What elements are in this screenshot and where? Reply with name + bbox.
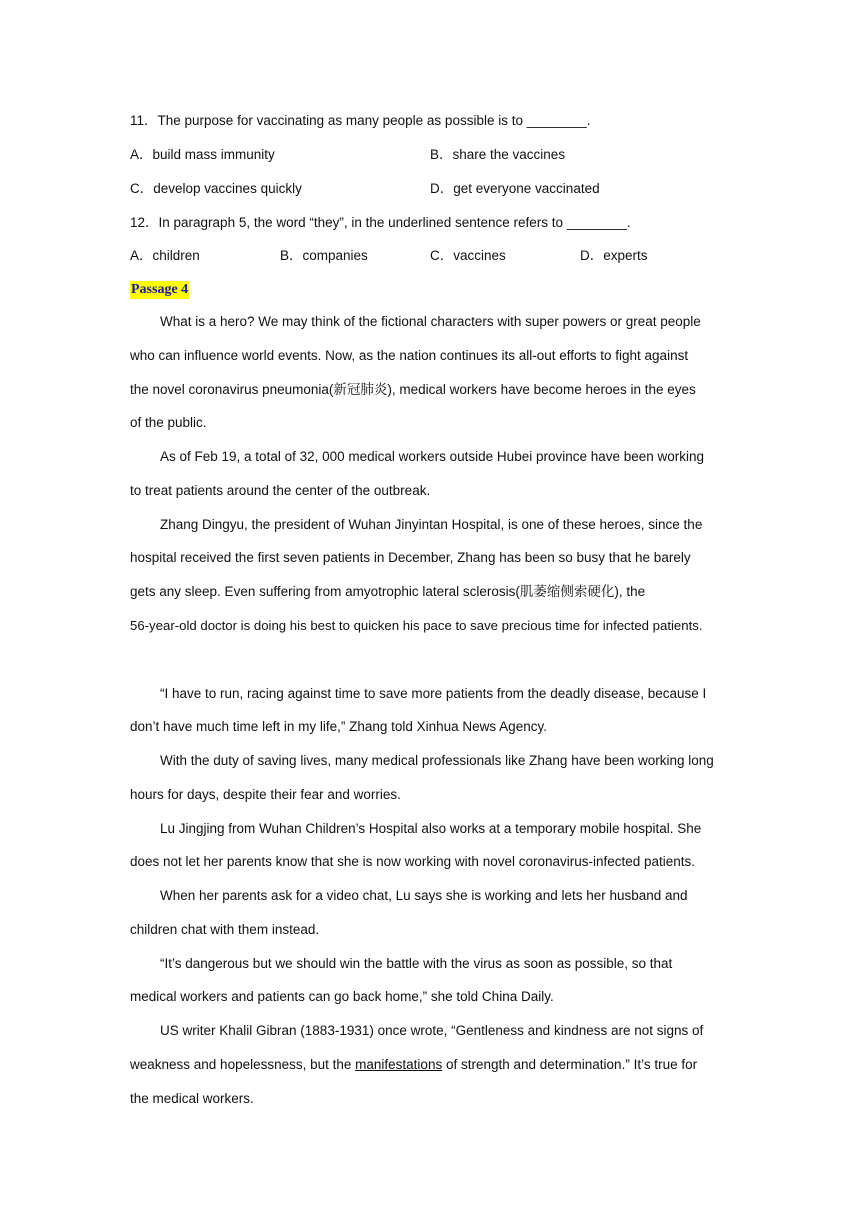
passage-line: hospital received the first seven patients in December, Zhang has been so busy that he barely (130, 550, 691, 565)
passage-line: “It’s dangerous but we should win the battle with the virus as soon as possible, so that (160, 956, 673, 971)
passage-line: gets any sleep. Even suffering from amyotrophic lateral sclerosis(肌萎缩侧索硬化), the (130, 584, 646, 599)
passage-line: US writer Khalil Gibran (1883-1931) once wrote, “Gentleness and kindness are not signs of (160, 1023, 704, 1038)
passage-line: 56-year-old doctor is doing his best to quicken his pace to save precious time for infected patients. (130, 618, 703, 633)
passage-line: Zhang Dingyu, the president of Wuhan Jinyintan Hospital, is one of these heroes, since the (160, 517, 703, 532)
question-11-option-b: B．share the vaccines (430, 147, 566, 162)
question-11-option-d: D．get everyone vaccinated (430, 181, 600, 196)
question-11-stem: 11．The purpose for vaccinating as many people as possible is to ________. (130, 113, 591, 128)
passage-line: does not let her parents know that she is now working with novel coronavirus-infected patients. (130, 854, 696, 869)
passage-line: who can influence world events. Now, as the nation continues its all-out efforts to fight against (130, 348, 689, 363)
question-12-option-a: A．children (130, 248, 200, 263)
question-11-option-a: A．build mass immunity (130, 147, 275, 162)
passage-line: to treat patients around the center of the outbreak. (130, 483, 431, 498)
passage-line: children chat with them instead. (130, 922, 320, 937)
underlined-word: manifestations (355, 1057, 443, 1072)
passage-line-with-underline (130, 1057, 697, 1073)
question-12-option-c: C．vaccines (430, 248, 506, 263)
passage-line: As of Feb 19, a total of 32, 000 medical workers outside Hubei province have been working (160, 449, 705, 464)
text-fragment: weakness and hopelessness, but the (130, 1057, 356, 1072)
passage-line: of the public. (130, 415, 207, 430)
question-12-option-b: B．companies (280, 248, 368, 263)
question-12-option-d: D．experts (580, 248, 648, 263)
passage-line: medical workers and patients can go back home,” she told China Daily. (130, 989, 554, 1004)
passage-line: “I have to run, racing against time to save more patients from the deadly disease, because I (160, 686, 707, 701)
question-11-option-c: C．develop vaccines quickly (130, 181, 302, 196)
passage-title: Passage 4 (131, 282, 189, 297)
question-12-stem: 12．In paragraph 5, the word “they”, in the underlined sentence refers to ________. (130, 215, 631, 230)
passage-line: Lu Jingjing from Wuhan Children’s Hospital also works at a temporary mobile hospital. She (160, 821, 702, 836)
passage-line: the medical workers. (130, 1091, 254, 1106)
passage-line: hours for days, despite their fear and worries. (130, 787, 401, 802)
passage-line: don’t have much time left in my life,” Zhang told Xinhua News Agency. (130, 719, 547, 734)
passage-line: When her parents ask for a video chat, Lu says she is working and lets her husband and (160, 888, 688, 903)
text-fragment: of strength and determination.” It’s true for (442, 1057, 698, 1072)
passage-line: With the duty of saving lives, many medical professionals like Zhang have been working long (160, 753, 714, 768)
passage-line: the novel coronavirus pneumonia(新冠肺炎), medical workers have become heroes in the eyes (130, 382, 696, 397)
passage-line: What is a hero? We may think of the fictional characters with super powers or great people (160, 314, 701, 329)
